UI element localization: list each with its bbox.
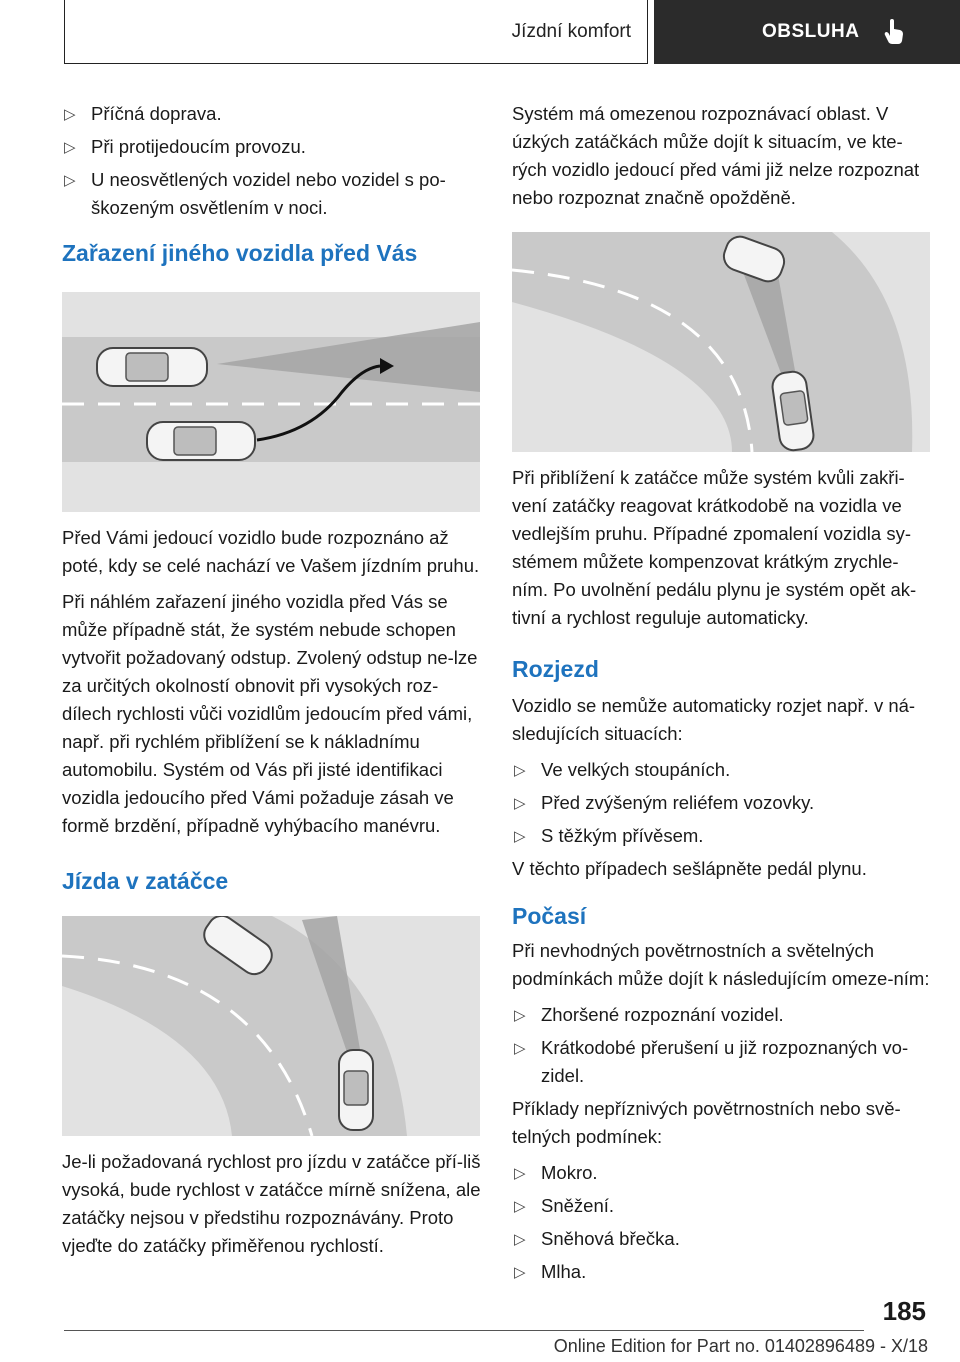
triangle-bullet-icon: ▷ [514, 795, 526, 812]
figure-curve [62, 916, 480, 1136]
paragraph-rozjezd: Vozidlo se nemůže automaticky rozjet např. v ná-sledujících situacích: [512, 695, 916, 744]
paragraph-zarazeni-1: Před Vámi jedoucí vozidlo bude rozpoznáno až poté, kdy se celé nachází ve Vašem jízdním pruhu. [62, 527, 480, 576]
triangle-bullet-icon: ▷ [514, 1040, 526, 1057]
list-item: ▷ Mokro. [512, 1159, 930, 1187]
list-item: ▷ Příčná doprava. [62, 100, 482, 128]
section-title-text: Jízdní komfort [511, 20, 631, 42]
figure-cut-in [62, 292, 480, 512]
header-section-title [64, 0, 648, 64]
triangle-bullet-icon: ▷ [64, 172, 76, 189]
list-item: ▷ Sněhová břečka. [512, 1225, 930, 1253]
limitations-list [62, 100, 482, 222]
triangle-bullet-icon: ▷ [514, 828, 526, 845]
list-item: ▷ U neosvětlených vozidel nebo vozidel s po- škozeným osvětlením v noci. [64, 169, 446, 218]
chapter-title-text: OBSLUHA [762, 21, 860, 42]
triangle-bullet-icon: ▷ [64, 139, 76, 156]
priklady-list [512, 1159, 930, 1286]
pocasi-list [512, 1001, 930, 1090]
heading-rozjezd: Rozjezd [512, 656, 599, 682]
rozjezd-list [512, 756, 930, 850]
figure-tight-curve [512, 232, 930, 452]
paragraph-priklady: Příklady nepříznivých povětrnostních nebo svě-telných podmínek: [512, 1098, 901, 1147]
list-item: ▷ Při protijedoucím provozu. [62, 133, 482, 161]
paragraph-pocasi: Při nevhodných povětrnostních a světelných podmínkách může dojít k následujícím omeze-ním: [512, 940, 930, 989]
footer-edition: Online Edition for Part no. 01402896489 - X/18 [553, 1336, 928, 1356]
footer-divider [64, 1330, 864, 1331]
left-column [62, 100, 482, 1268]
paragraph-omezena: Systém má omezenou rozpoznávací oblast. V úzkých zatáčkách může dojít k situacím, ve kte-rých vozidlo jedoucí před vámi již nelze rozpoznat nebo rozpoznat značně opožděně. [512, 103, 920, 208]
triangle-bullet-icon: ▷ [514, 1264, 526, 1281]
triangle-bullet-icon: ▷ [514, 1231, 526, 1248]
triangle-bullet-icon: ▷ [514, 1007, 526, 1024]
list-item: ▷ Krátkodobé přerušení u již rozpoznaných vo- zidel. [514, 1037, 909, 1086]
triangle-bullet-icon: ▷ [514, 1165, 526, 1182]
hand-pointer-icon [883, 19, 905, 45]
triangle-bullet-icon: ▷ [514, 762, 526, 779]
paragraph-zatacka: Je-li požadovaná rychlost pro jízdu v zatáčce pří-liš vysoká, bude rychlost v zatáčce mírně snížena, ale zatáčky nejsou v předstihu rozpoznávány. Proto vjeďte do zatáčky přiměřenou rychlostí. [62, 1151, 481, 1256]
list-item: ▷ Zhoršené rozpoznání vozidel. [512, 1001, 930, 1029]
right-column [512, 100, 930, 1291]
paragraph-priblizeni: Při přiblížení k zatáčce může systém kvůli zakři-vení zatáčky reagovat krátkodobě na vozidla ve vedlejším pruhu. Případné zpomalení vozidla sy-stémem můžete kompenzovat krátkým zrychle-ním. Po uvolnění pedálu plynu je systém opět ak-tivní a rychlost reguluje automaticky. [512, 467, 917, 628]
header-chapter-tab [654, 0, 960, 64]
triangle-bullet-icon: ▷ [514, 1198, 526, 1215]
heading-zarazeni: Zařazení jiného vozidla před Vás [62, 240, 418, 266]
triangle-bullet-icon: ▷ [64, 106, 76, 123]
list-item: ▷ S těžkým přívěsem. [512, 822, 930, 850]
list-item: ▷ Před zvýšeným reliéfem vozovky. [512, 789, 930, 817]
car-ahead-icon [97, 348, 207, 386]
heading-zatacka: Jízda v zatáčce [62, 868, 229, 894]
page-number: 185 [882, 1296, 926, 1326]
paragraph-zarazeni-2: Při náhlém zařazení jiného vozidla před Vás se může případně stát, že systém nebude schopen vytvořit požadovaný odstup. Zvolený odstup ne-lze za určitých okolností obnovit při vysokých roz-dílech rychlosti vůči vozidlům jedoucím před vámi, např. při rychlém přiblížení se k nákladnímu automobilu. Systém od Vás při jisté identifikaci vozidla jedoucího před Vámi požaduje zásah ve formě brzdění, případně vyhýbacího manévru. [62, 591, 478, 836]
paragraph-rozjezd-2: V těchto případech sešlápněte pedál plynu. [512, 858, 867, 879]
own-car-icon [147, 422, 255, 460]
list-item: ▷ Ve velkých stoupáních. [512, 756, 930, 784]
heading-pocasi: Počasí [512, 903, 587, 929]
list-item: ▷ Sněžení. [512, 1192, 930, 1220]
own-car-icon [339, 1050, 373, 1130]
list-item: ▷ Mlha. [512, 1258, 930, 1286]
